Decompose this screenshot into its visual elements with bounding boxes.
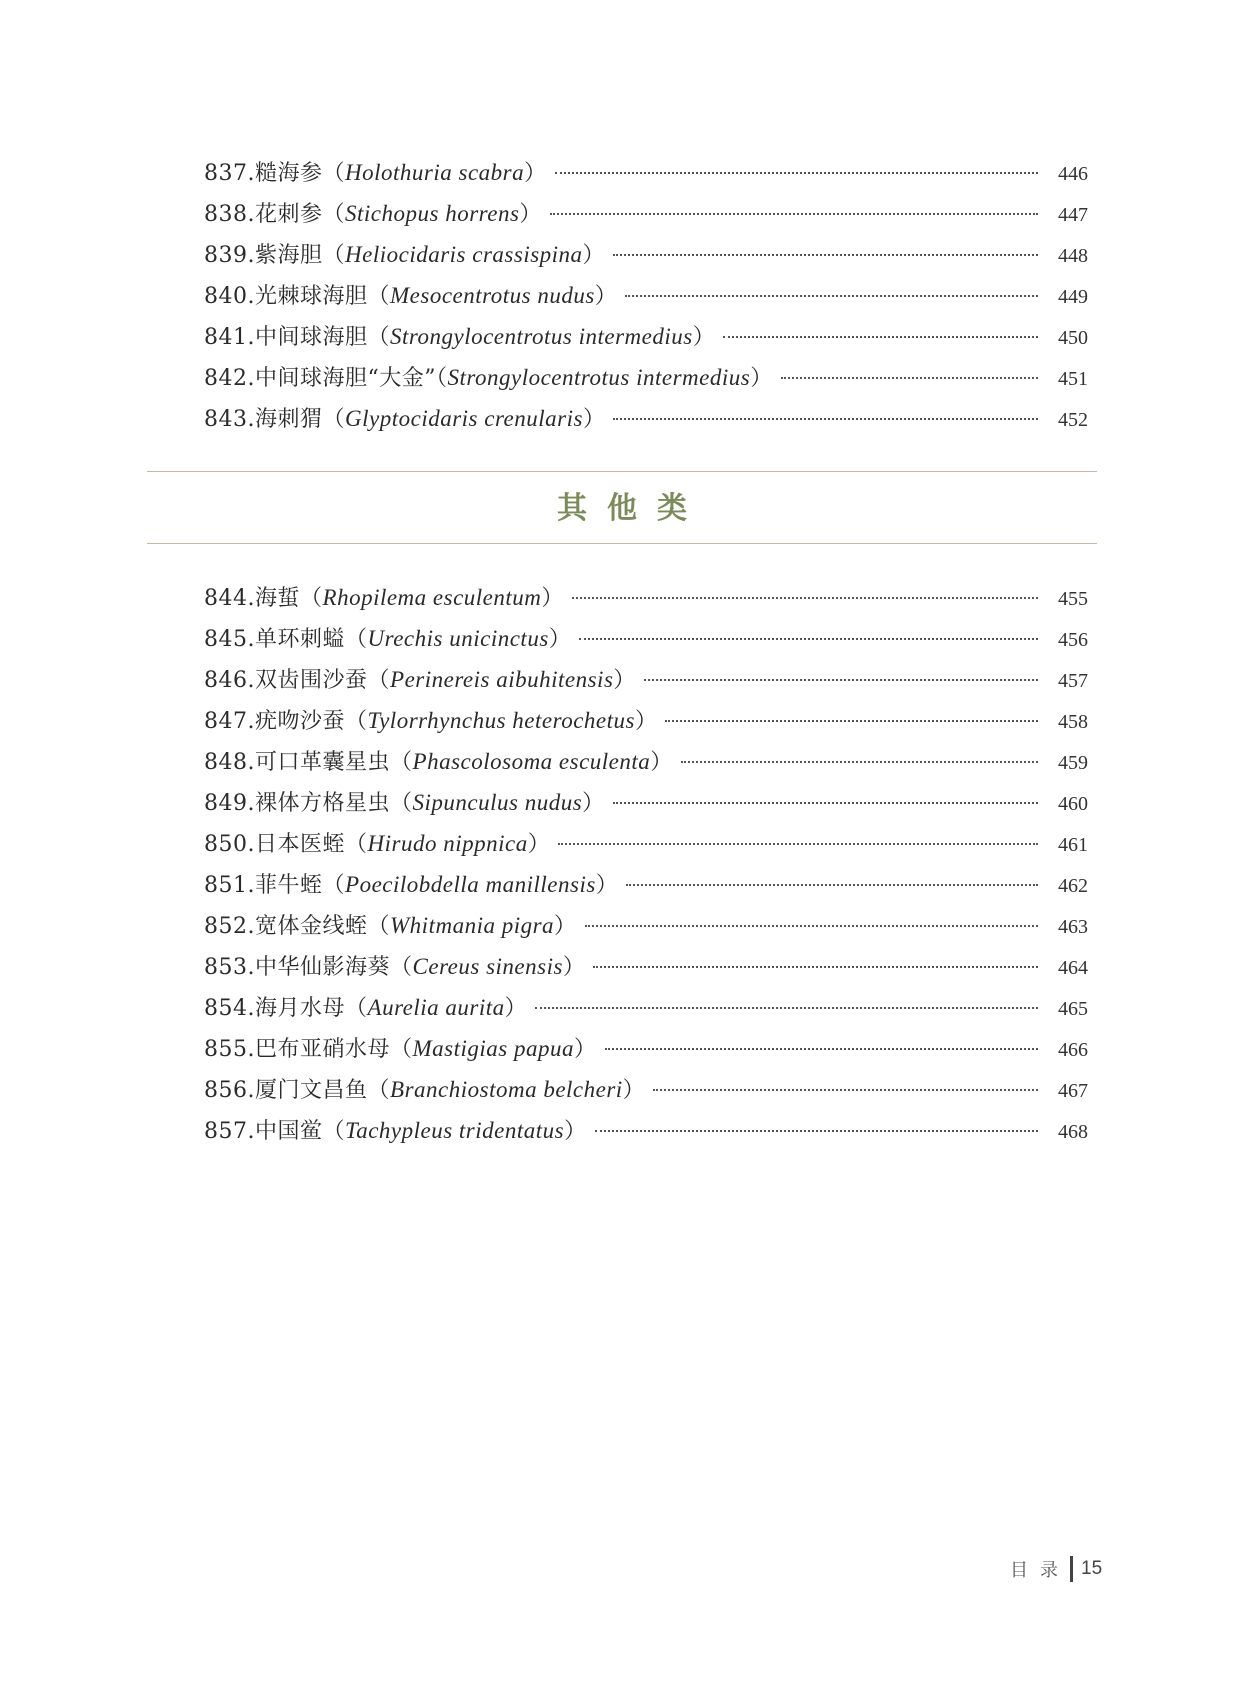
dot-leader (781, 377, 1038, 379)
entry-chinese-name: 厦门文昌鱼 (254, 1078, 368, 1103)
entry-page-number: 467 (1058, 1080, 1088, 1102)
entry-number: 848. (204, 750, 255, 775)
open-paren: （ (300, 586, 323, 611)
entry-latin-name: Whitmania pigra (390, 913, 555, 938)
toc-entry[interactable] (204, 782, 1088, 823)
close-paren: ） (750, 366, 773, 391)
toc-entry-title (204, 946, 585, 988)
toc-entry-title (204, 618, 571, 660)
toc-entry-title (204, 700, 657, 742)
entry-chinese-name: 巴布亚硝水母 (254, 1037, 390, 1062)
close-paren: ） (564, 1119, 587, 1144)
dot-leader (595, 1130, 1038, 1132)
dot-leader (681, 761, 1038, 763)
entry-page-number: 461 (1058, 834, 1088, 856)
dot-leader (585, 925, 1038, 927)
toc-entry[interactable] (204, 316, 1088, 357)
entry-number: 849. (204, 791, 255, 816)
entry-latin-name: Hirudo nippnica (367, 831, 528, 856)
toc-entry[interactable] (204, 357, 1088, 398)
close-paren: ） (541, 586, 564, 611)
entry-latin-name: Phascolosoma esculenta (412, 749, 651, 774)
entry-latin-name: Sipunculus nudus (412, 790, 583, 815)
entry-number: 851. (204, 873, 255, 898)
entry-latin-name: Glyptocidaris crenularis (345, 406, 583, 431)
entry-number: 845. (204, 627, 255, 652)
entry-page-number: 458 (1058, 711, 1088, 733)
dot-leader (593, 966, 1038, 968)
toc-entry-title (204, 1069, 645, 1111)
entry-chinese-name: 光棘球海胆 (254, 284, 368, 309)
entry-latin-name: Mesocentrotus nudus (390, 283, 595, 308)
toc-entry[interactable] (204, 700, 1088, 741)
open-paren: （ (322, 873, 346, 898)
entry-page-number: 451 (1058, 368, 1088, 390)
entry-chinese-name: 海月水母 (254, 996, 345, 1021)
entry-latin-name: Cereus sinensis (412, 954, 563, 979)
entry-latin-name: Holothuria scabra (345, 160, 525, 185)
close-paren: ） (527, 832, 551, 857)
toc-entry-title (204, 234, 605, 276)
toc-entry-title (204, 864, 618, 906)
dot-leader (579, 638, 1038, 640)
dot-leader (550, 213, 1038, 215)
dot-leader (625, 295, 1038, 297)
entry-latin-name: Heliocidaris crassispina (345, 242, 583, 267)
entry-latin-name: Tylorrhynchus heterochetus (367, 708, 635, 733)
toc-entry-title (204, 823, 550, 865)
close-paren: ） (582, 243, 606, 268)
toc-entry[interactable] (204, 905, 1088, 946)
dot-leader (555, 172, 1038, 174)
toc-entry[interactable] (204, 741, 1088, 782)
toc-entry[interactable] (204, 1028, 1088, 1069)
close-paren: ） (582, 407, 606, 432)
toc-entry-title (204, 905, 577, 947)
entry-chinese-name: 中国鲎 (254, 1119, 323, 1144)
toc-entry[interactable] (204, 946, 1088, 987)
entry-number: 837. (204, 161, 255, 186)
toc-entry[interactable] (204, 864, 1088, 905)
close-paren: ） (574, 1037, 597, 1062)
dot-leader (572, 597, 1038, 599)
open-paren: （ (322, 161, 346, 186)
close-paren: ） (524, 161, 547, 186)
entry-latin-name: Rhopilema esculentum (322, 585, 542, 610)
toc-entry[interactable] (204, 398, 1088, 439)
entry-number: 842. (204, 366, 255, 391)
entry-page-number: 462 (1058, 875, 1088, 897)
close-paren: ） (594, 284, 618, 309)
entry-number: 857. (204, 1119, 255, 1144)
entry-page-number: 449 (1058, 286, 1088, 308)
entry-page-number: 446 (1058, 163, 1088, 185)
section-heading: 其他类 (557, 491, 707, 526)
entry-number: 846. (204, 668, 255, 693)
entry-chinese-name: 紫海胆 (254, 243, 323, 268)
toc-entry-title (204, 987, 527, 1029)
open-paren: （ (345, 832, 368, 857)
entry-chinese-name: 糙海参 (254, 161, 323, 186)
entry-number: 841. (204, 325, 255, 350)
entry-latin-name: Tachypleus tridentatus (345, 1118, 565, 1143)
entry-chinese-name: 中间球海胆“大金” (254, 366, 436, 391)
toc-entry[interactable] (204, 618, 1088, 659)
footer-divider (1070, 1556, 1073, 1582)
entry-chinese-name: 海蜇 (254, 586, 300, 611)
entry-page-number: 450 (1058, 327, 1088, 349)
entry-page-number: 452 (1058, 409, 1088, 431)
entry-page-number: 464 (1058, 957, 1088, 979)
toc-entry[interactable] (204, 577, 1088, 618)
entry-latin-name: Mastigias papua (412, 1036, 574, 1061)
open-paren: （ (322, 202, 346, 227)
close-paren: ） (504, 996, 528, 1021)
dot-leader (644, 679, 1038, 681)
toc-entry-title (204, 577, 564, 619)
close-paren: ） (562, 955, 586, 980)
toc-entry-title (204, 659, 636, 701)
entry-latin-name: Branchiostoma belcheri (390, 1077, 623, 1102)
dot-leader (605, 1048, 1038, 1050)
close-paren: ） (519, 202, 542, 227)
toc-entry[interactable] (204, 234, 1088, 275)
open-paren: （ (390, 750, 413, 775)
toc-entry-title (204, 398, 605, 440)
entry-chinese-name: 宽体金线蛭 (254, 914, 368, 939)
open-paren: （ (390, 791, 413, 816)
close-paren: ） (582, 791, 605, 816)
dot-leader (723, 336, 1038, 338)
entry-number: 840. (204, 284, 255, 309)
open-paren: （ (345, 627, 368, 652)
entry-page-number: 459 (1058, 752, 1088, 774)
entry-number: 852. (204, 914, 255, 939)
toc-list-upper (204, 152, 1088, 439)
open-paren: （ (435, 366, 448, 391)
entry-page-number: 468 (1058, 1121, 1088, 1143)
footer-label: 目录 (1010, 1560, 1070, 1581)
toc-entry-title (204, 152, 547, 194)
entry-chinese-name: 双齿围沙蚕 (254, 668, 368, 693)
dot-leader (626, 884, 1038, 886)
toc-entry-title (204, 193, 542, 235)
entry-number: 844. (204, 586, 255, 611)
close-paren: ） (692, 325, 716, 350)
entry-chinese-name: 菲牛蛭 (254, 873, 323, 898)
dot-leader (653, 1089, 1038, 1091)
entry-chinese-name: 中华仙影海葵 (254, 955, 390, 980)
entry-latin-name: Urechis unicinctus (367, 626, 549, 651)
entry-chinese-name: 花刺参 (254, 202, 323, 227)
entry-page-number: 463 (1058, 916, 1088, 938)
entry-latin-name: Perinereis aibuhitensis (390, 667, 614, 692)
dot-leader (558, 843, 1038, 845)
entry-page-number: 457 (1058, 670, 1088, 692)
toc-entry-title (204, 316, 715, 358)
close-paren: ） (622, 1078, 646, 1103)
entry-latin-name: Strongylocentrotus intermedius (447, 365, 751, 390)
toc-entry[interactable] (204, 152, 1088, 193)
entry-latin-name: Stichopus horrens (345, 201, 520, 226)
toc-entry[interactable] (204, 1110, 1088, 1151)
close-paren: ） (595, 873, 619, 898)
entry-chinese-name: 海刺猬 (254, 407, 323, 432)
entry-page-number: 455 (1058, 588, 1088, 610)
close-paren: ） (548, 627, 572, 652)
open-paren: （ (367, 325, 391, 350)
entry-number: 854. (204, 996, 255, 1021)
close-paren: ） (634, 709, 658, 734)
entry-number: 843. (204, 407, 255, 432)
toc-entry-title (204, 1110, 587, 1152)
entry-latin-name: Poecilobdella manillensis (345, 872, 596, 897)
entry-chinese-name: 可口革囊星虫 (254, 750, 390, 775)
entry-page-number: 465 (1058, 998, 1088, 1020)
open-paren: （ (367, 1078, 391, 1103)
close-paren: ） (613, 668, 636, 693)
entry-latin-name: Strongylocentrotus intermedius (390, 324, 693, 349)
entry-number: 853. (204, 955, 255, 980)
entry-page-number: 448 (1058, 245, 1088, 267)
toc-entry[interactable] (204, 987, 1088, 1028)
open-paren: （ (322, 243, 346, 268)
dot-leader (613, 802, 1038, 804)
open-paren: （ (390, 955, 413, 980)
entry-number: 839. (204, 243, 255, 268)
dot-leader (613, 254, 1038, 256)
open-paren: （ (367, 284, 391, 309)
entry-page-number: 447 (1058, 204, 1088, 226)
page-number: 15 (1081, 1558, 1103, 1579)
toc-entry-title (204, 782, 605, 824)
entry-number: 850. (204, 832, 255, 857)
open-paren: （ (367, 668, 391, 693)
entry-chinese-name: 疣吻沙蚕 (254, 709, 345, 734)
section-rule-top (147, 471, 1097, 472)
open-paren: （ (322, 1119, 346, 1144)
toc-entry[interactable] (204, 1069, 1088, 1110)
close-paren: ） (650, 750, 673, 775)
open-paren: （ (367, 914, 391, 939)
open-paren: （ (322, 407, 346, 432)
toc-entry-title (204, 357, 773, 399)
entry-number: 856. (204, 1078, 255, 1103)
toc-entry-title (204, 1028, 597, 1070)
open-paren: （ (345, 709, 368, 734)
dot-leader (613, 418, 1038, 420)
entry-chinese-name: 中间球海胆 (254, 325, 368, 350)
entry-page-number: 460 (1058, 793, 1088, 815)
page-footer (1010, 1556, 1102, 1582)
dot-leader (535, 1007, 1038, 1009)
toc-entry-title (204, 741, 673, 783)
entry-latin-name: Aurelia aurita (367, 995, 505, 1020)
open-paren: （ (390, 1037, 413, 1062)
dot-leader (665, 720, 1038, 722)
toc-list-lower (204, 577, 1088, 1151)
entry-chinese-name: 日本医蛭 (254, 832, 345, 857)
toc-entry[interactable] (204, 659, 1088, 700)
entry-number: 838. (204, 202, 255, 227)
entry-number: 855. (204, 1037, 255, 1062)
toc-entry[interactable] (204, 193, 1088, 234)
entry-page-number: 466 (1058, 1039, 1088, 1061)
toc-entry[interactable] (204, 823, 1088, 864)
open-paren: （ (345, 996, 368, 1021)
toc-entry-title (204, 275, 617, 317)
entry-chinese-name: 裸体方格星虫 (254, 791, 390, 816)
close-paren: ） (554, 914, 577, 939)
entry-number: 847. (204, 709, 255, 734)
toc-entry[interactable] (204, 275, 1088, 316)
section-rule-bottom (147, 543, 1097, 544)
entry-page-number: 456 (1058, 629, 1088, 651)
entry-chinese-name: 单环刺螠 (254, 627, 345, 652)
